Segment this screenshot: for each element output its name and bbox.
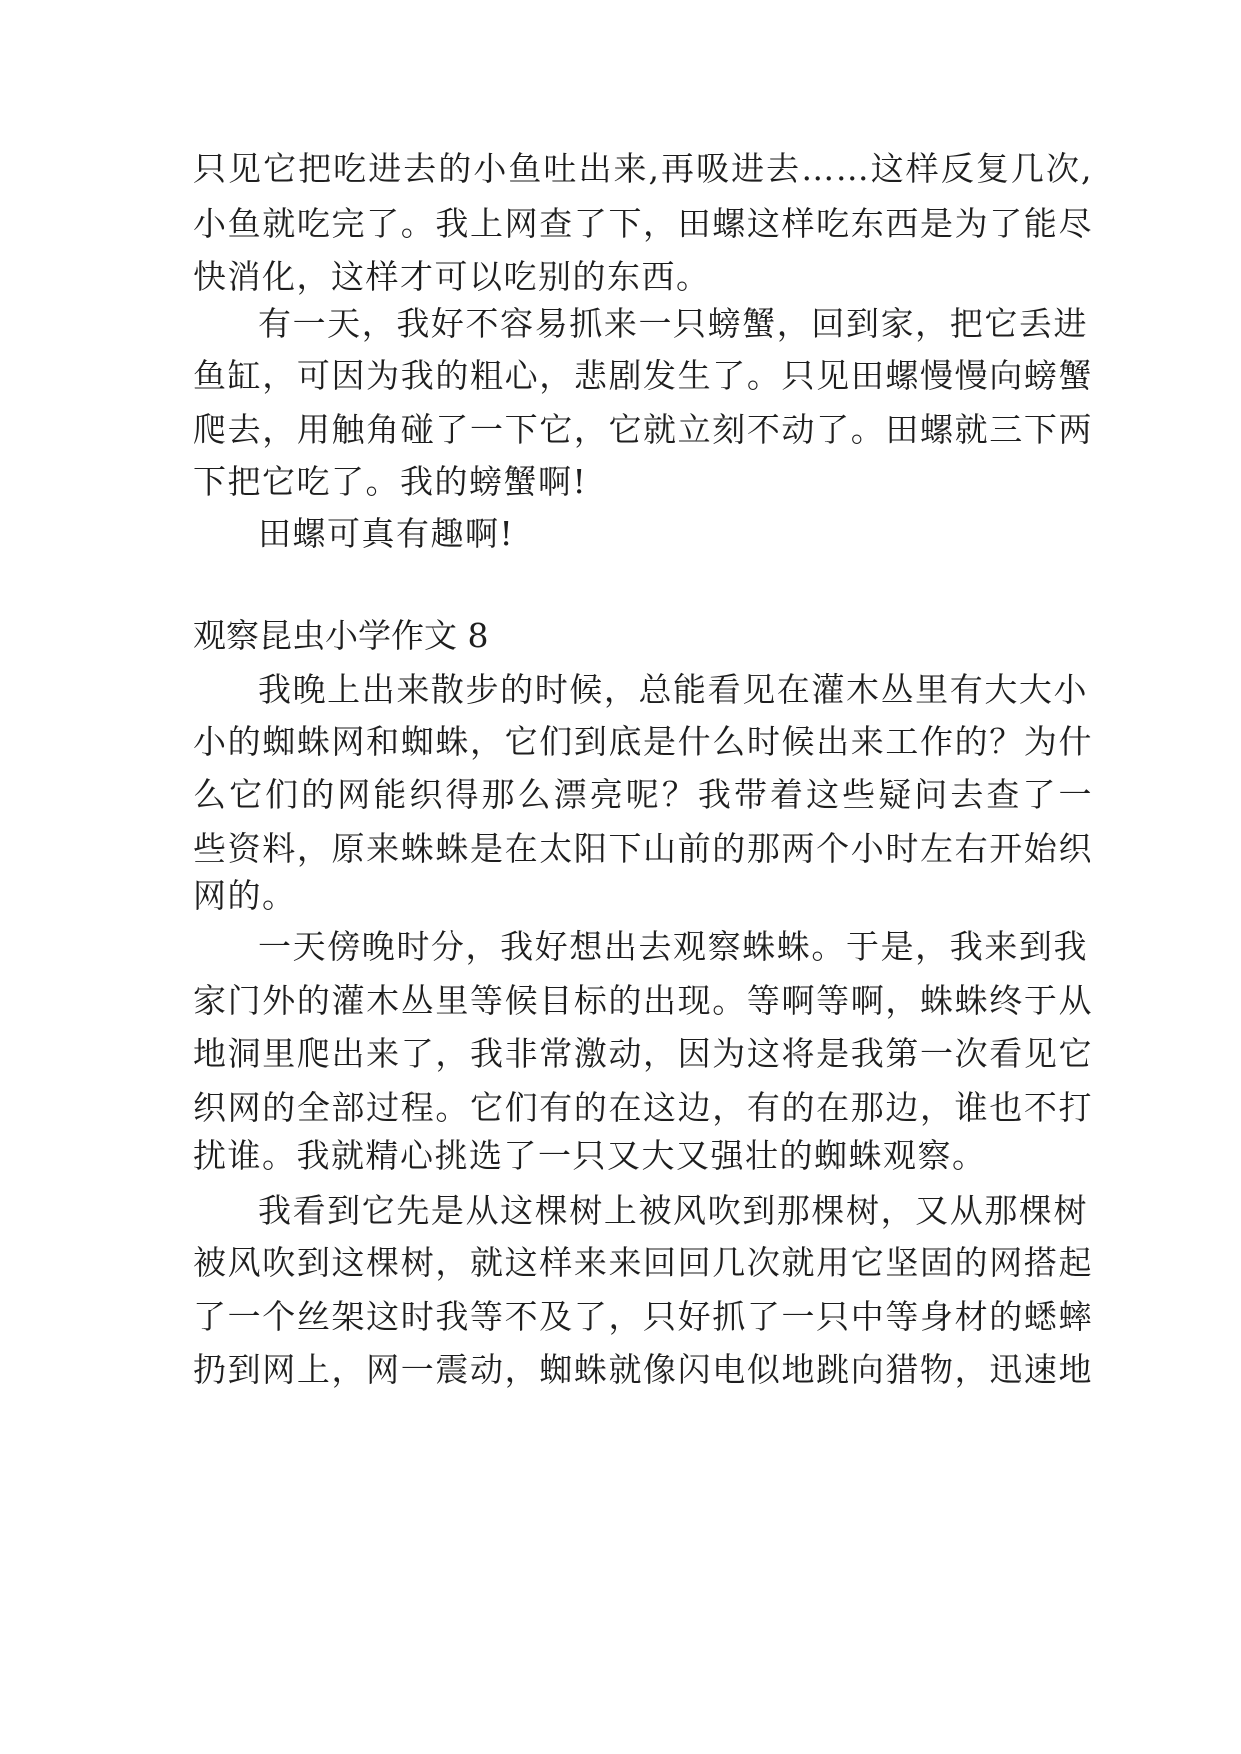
text-line: 家门外的灌木丛里等候目标的出现。等啊等啊，蛛蛛终于从 [193,981,1093,1020]
section-heading: 观察昆虫小学作文 8 [193,616,489,655]
text-line: 了一个丝架这时我等不及了，只好抓了一只中等身材的蟋蟀 [193,1297,1093,1336]
text-line: 快消化，这样才可以吃别的东西。 [193,257,711,296]
text-line: 么它们的网能织得那么漂亮呢？我带着这些疑问去查了一 [193,775,1093,814]
text-line: 我晚上出来散步的时候，总能看见在灌木丛里有大大小 [258,670,1088,709]
text-line: 鱼缸，可因为我的粗心，悲剧发生了。只见田螺慢慢向螃蟹 [193,356,1093,395]
text-line: 被风吹到这棵树，就这样来来回回几次就用它坚固的网搭起 [193,1243,1093,1282]
text-line: 我看到它先是从这棵树上被风吹到那棵树，又从那棵树 [258,1191,1088,1230]
text-line: 田螺可真有趣啊! [258,514,515,553]
text-line: 地洞里爬出来了，我非常激动，因为这将是我第一次看见它 [193,1034,1093,1073]
text-line: 有一天，我好不容易抓来一只螃蟹，回到家，把它丢进 [258,304,1088,343]
text-line: 些资料，原来蛛蛛是在太阳下山前的那两个小时左右开始织 [193,829,1093,868]
text-line: 下把它吃了。我的螃蟹啊! [193,462,588,501]
text-line: 网的。 [193,876,297,915]
text-line: 织网的全部过程。它们有的在这边，有的在那边，谁也不打 [193,1088,1093,1127]
text-line: 扰谁。我就精心挑选了一只又大又强壮的蜘蛛观察。 [193,1136,987,1175]
text-line: 一天傍晚时分，我好想出去观察蛛蛛。于是，我来到我 [258,927,1088,966]
text-line: 只见它把吃进去的小鱼吐出来,再吸进去……这样反复几次, [193,149,1093,188]
text-line: 扔到网上，网一震动，蜘蛛就像闪电似地跳向猎物，迅速地 [193,1350,1093,1389]
text-line: 小的蜘蛛网和蜘蛛，它们到底是什么时候出来工作的？为什 [193,722,1093,761]
text-line: 小鱼就吃完了。我上网查了下，田螺这样吃东西是为了能尽 [193,204,1093,243]
text-line: 爬去，用触角碰了一下它，它就立刻不动了。田螺就三下两 [193,410,1093,449]
